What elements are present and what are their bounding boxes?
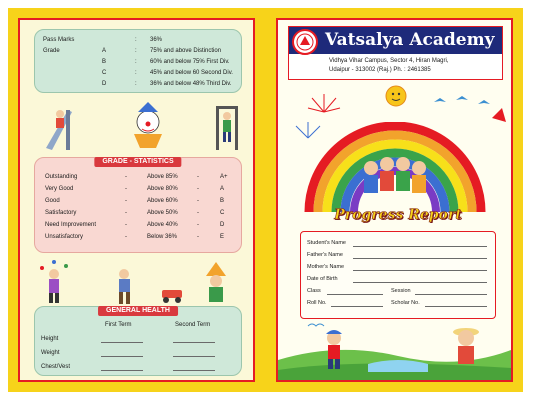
grade-letter: A (102, 48, 107, 54)
grade-statistics-title: GRADE - STATISTICS (94, 157, 181, 167)
school-name: Vatsalya Academy (325, 30, 495, 50)
student-name-field[interactable] (353, 246, 487, 247)
stat-range: Above 40% (147, 222, 178, 228)
dash: - (197, 210, 199, 216)
booklet-spread (8, 8, 523, 392)
birds-icon (434, 96, 490, 104)
health-row-label: Height (41, 336, 59, 342)
health-row-label: Chest/Vest (41, 364, 71, 370)
grade-desc: 45% and below 60 Second Div. (150, 70, 233, 76)
dash: - (197, 222, 199, 228)
dash: - (125, 222, 127, 228)
grade-label: Grade (43, 48, 60, 54)
dash: - (197, 198, 199, 204)
stat-range: Above 60% (147, 198, 178, 204)
school-header (288, 26, 503, 80)
dob-label: Date of Birth (307, 276, 338, 282)
general-health-title: GENERAL HEALTH (98, 306, 178, 316)
kite-icon (492, 108, 506, 122)
stat-label: Very Good (45, 186, 74, 192)
pass-marks-value: 36% (150, 37, 163, 43)
toy-car-icon (162, 290, 182, 303)
first-term-blank[interactable] (101, 342, 143, 343)
roll-no-field[interactable] (331, 306, 383, 307)
school-address-line2: Udaipur - 313002 (Raj.) Ph. : 2461385 (329, 67, 431, 73)
first-term-header: First Term (105, 322, 132, 328)
stat-label: Outstanding (45, 174, 78, 180)
dash: - (125, 198, 127, 204)
stat-range: Above 80% (147, 186, 178, 192)
scholar-no-label: Scholar No. (391, 300, 420, 306)
stat-label: Satisfactory (45, 210, 77, 216)
class-field[interactable] (327, 294, 383, 295)
rainbow-illustration (303, 122, 488, 214)
scholar-no-field[interactable] (425, 306, 487, 307)
clown-kid-icon (206, 262, 226, 302)
walking-kid-icon (119, 269, 130, 304)
dash: - (197, 186, 199, 192)
father-name-label: Father's Name (307, 252, 343, 258)
grade-statistics-box (34, 157, 242, 253)
grade-letter: B (102, 59, 107, 65)
dash: - (125, 186, 127, 192)
juggler-icon (40, 260, 68, 303)
stat-grade: A+ (220, 174, 228, 180)
colon: : (135, 48, 137, 54)
second-term-blank[interactable] (173, 370, 215, 371)
grade-desc: 60% and below 75% First Div. (150, 59, 230, 65)
kids-clipart-row (38, 100, 243, 152)
dob-field[interactable] (353, 282, 487, 283)
mother-name-label: Mother's Name (307, 264, 345, 270)
roll-no-label: Roll No. (307, 300, 327, 306)
general-health-box (34, 306, 242, 376)
dash: - (197, 174, 199, 180)
grade-letter: C (102, 70, 107, 76)
stat-grade: B (220, 198, 225, 204)
grade-desc: 75% and above Distinction (150, 48, 222, 54)
pass-marks-box (34, 29, 242, 93)
health-row-label: Weight (41, 350, 60, 356)
inside-back-page (18, 18, 255, 382)
school-address-line1: Vidhya Vihar Campus, Sector 4, Hiran Magri, (329, 58, 449, 64)
first-term-blank[interactable] (101, 370, 143, 371)
stat-grade: E (220, 234, 225, 240)
stat-range: Above 85% (147, 174, 178, 180)
school-logo (292, 29, 318, 55)
dash: - (125, 210, 127, 216)
second-term-blank[interactable] (173, 356, 215, 357)
dash: - (125, 174, 127, 180)
slide-kid-icon (46, 110, 72, 150)
park-scene (278, 320, 511, 382)
stat-grade: C (220, 210, 225, 216)
firework-icon (308, 94, 340, 112)
colon: : (135, 59, 137, 65)
grade-letter: D (102, 81, 107, 87)
dash: - (197, 234, 199, 240)
student-name-label: Student's Name (307, 240, 346, 246)
first-term-blank[interactable] (101, 356, 143, 357)
session-label: Session (391, 288, 411, 294)
second-term-header: Second Term (175, 322, 211, 328)
kids-clipart-row-2 (36, 260, 241, 308)
stat-grade: A (220, 186, 225, 192)
monkey-bars-kid-icon (216, 106, 238, 150)
stat-label: Need Improvement (45, 222, 97, 228)
stat-label: Unsatisfactory (45, 234, 84, 240)
report-title: Progress Report (334, 207, 462, 223)
stat-range: Above 50% (147, 210, 178, 216)
grade-desc: 36% and below 48% Third Div. (150, 81, 232, 87)
father-name-field[interactable] (353, 258, 487, 259)
stat-range: Below 36% (147, 234, 178, 240)
stat-grade: D (220, 222, 225, 228)
girl-hat-icon (453, 328, 479, 364)
colon: : (135, 37, 137, 43)
student-details-form (300, 231, 496, 319)
colon: : (135, 81, 137, 87)
clown-icon (134, 102, 162, 148)
pass-marks-label: Pass Marks (43, 37, 75, 43)
class-label: Class (307, 288, 321, 294)
session-field[interactable] (415, 294, 487, 295)
birds-icon-2 (308, 324, 324, 326)
mother-name-field[interactable] (353, 270, 487, 271)
colon: : (135, 70, 137, 76)
second-term-blank[interactable] (173, 342, 215, 343)
stat-label: Good (45, 198, 60, 204)
dash: - (125, 234, 127, 240)
sun-icon (386, 86, 406, 106)
front-cover-page (276, 18, 513, 382)
